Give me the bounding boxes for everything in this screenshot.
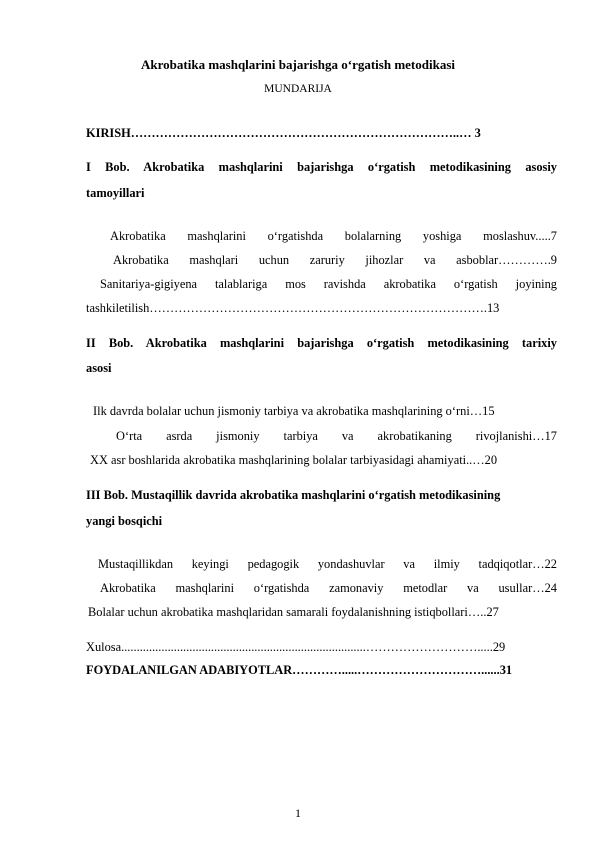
toc-entry-2-3: XX asr boshlarida akrobatika mashqlarining bolalar tarbiyasidagi ahamiyati..…20 (90, 453, 498, 467)
page-number: 1 (295, 806, 301, 820)
toc-entry-3-1: Mustaqillikdan keyingi pedagogik yondashuvlar va ilmiy tadqiqotlar…22 (98, 557, 557, 571)
document-title: Akrobatika mashqlarini bajarishga o‘rgatish metodikasi (141, 57, 455, 72)
toc-entry-1-1: Akrobatika mashqlarini o‘rgatishda bolalarning yoshiga moslashuv.....7 (110, 229, 557, 243)
toc-entry-bibliography: FOYDALANILGAN ADABIYOTLAR………….....…………………………......31 (86, 663, 513, 677)
toc-entry-2-1: Ilk davrda bolalar uchun jismoniy tarbiya va akrobatika mashqlarining o‘rni…15 (93, 404, 495, 418)
toc-chapter-2-title-cont: asosi (86, 361, 112, 375)
toc-chapter-1-title: I Bob. Akrobatika mashqlarini bajarishga o‘rgatish metodikasining asosiy (86, 160, 557, 174)
toc-chapter-3-title-cont: yangi bosqichi (86, 514, 163, 528)
toc-chapter-2-title: II Bob. Akrobatika mashqlarini bajarishga o‘rgatish metodikasining tarixiy (86, 336, 557, 350)
toc-entry-2-2: O‘rta asrda jismoniy tarbiya va akrobatikaning rivojlanishi…17 (116, 429, 557, 443)
toc-entry-3-3: Bolalar uchun akrobatika mashqlaridan samarali foydalanishning istiqbollari…..27 (88, 605, 499, 619)
toc-entry-introduction: KIRISH……………………………………………………………………..… 3 (86, 126, 481, 140)
toc-entry-conclusion: Xulosa...............................................................................……………………….....29 (86, 640, 506, 654)
toc-chapter-3-title: III Bob. Mustaqillik davrida akrobatika mashqlarini o‘rgatish metodikasining (86, 488, 501, 502)
toc-heading: MUNDARIJA (264, 83, 332, 95)
toc-entry-1-3-cont: tashkiletilish……………………………………………………………………….13 (86, 301, 500, 315)
toc-entry-3-2: Akrobatika mashqlarini o‘rgatishda zamonaviy metodlar va usullar…24 (100, 581, 557, 595)
toc-chapter-1-title-cont: tamoyillari (86, 186, 145, 200)
toc-entry-1-3: Sanitariya-gigiyena talablariga mos ravishda akrobatika o‘rgatish joyining (100, 277, 557, 291)
toc-entry-1-2: Akrobatika mashqlari uchun zaruriy jihozlar va asboblar………….9 (113, 253, 557, 267)
